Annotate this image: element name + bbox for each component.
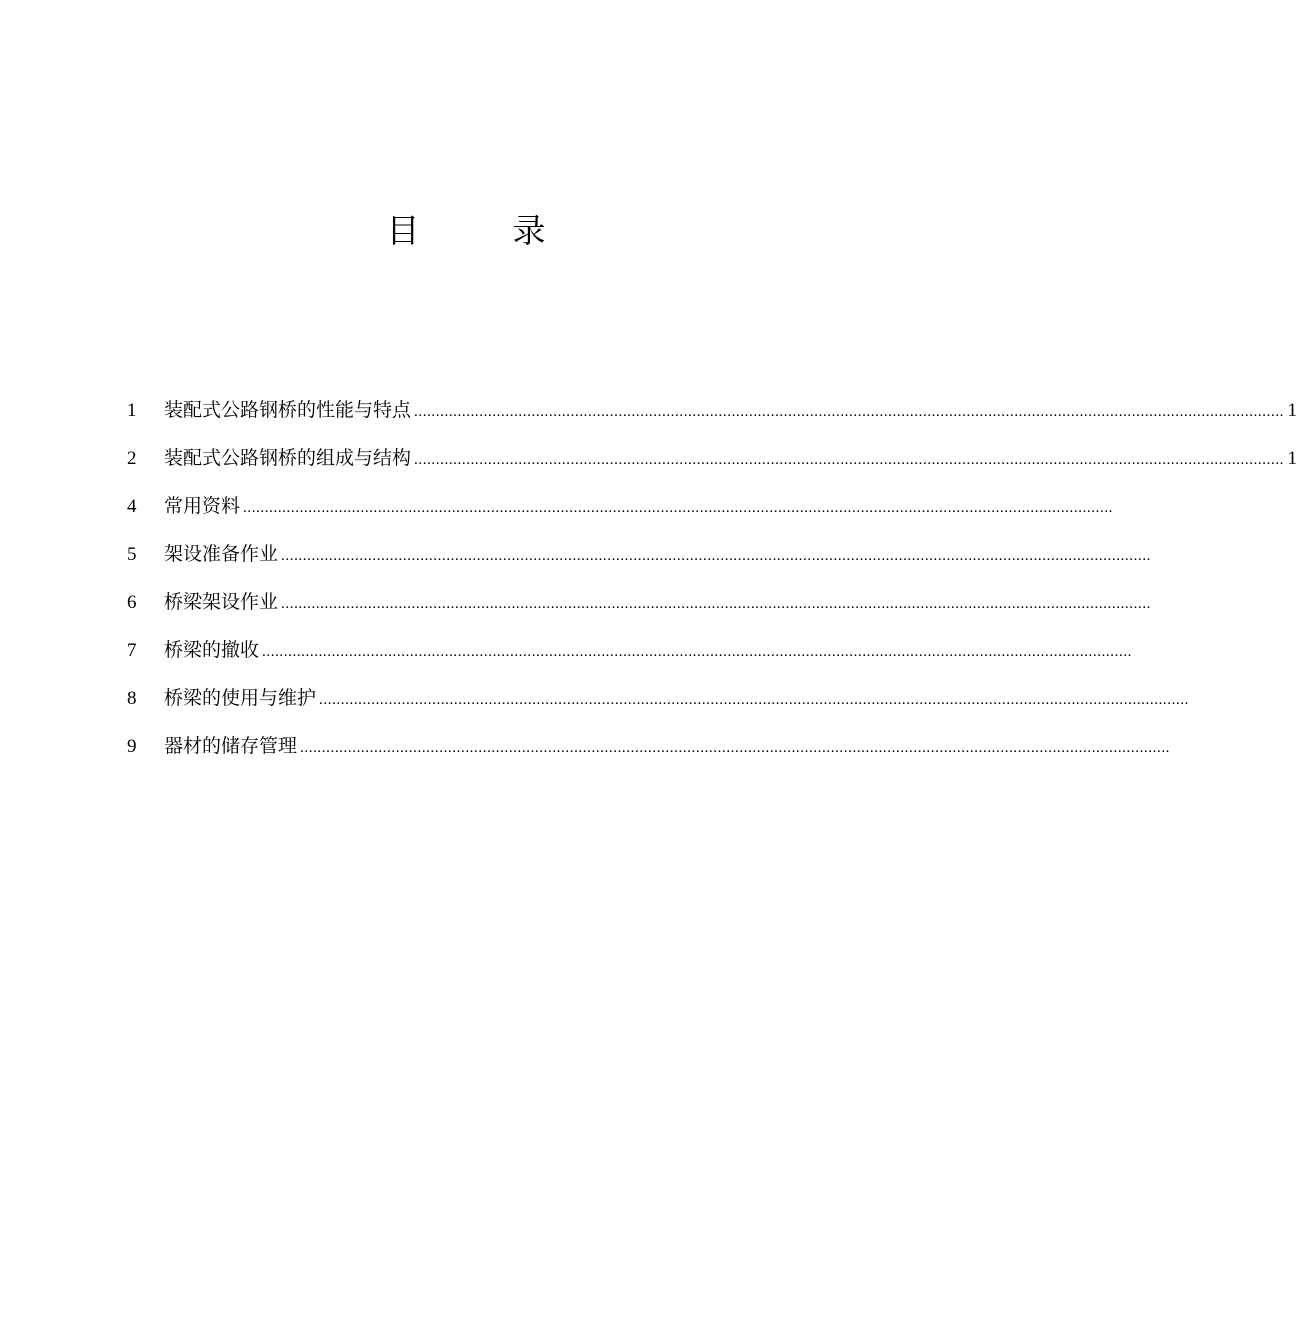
toc-entry-number: 5 — [127, 544, 137, 565]
toc-entry-number: 7 — [127, 640, 137, 661]
page-title: 目 录 — [386, 211, 576, 250]
toc-dot-leader: ........................................................................................................................................................................................................ — [319, 692, 1190, 708]
toc-entry-number: 6 — [127, 592, 137, 613]
toc-entry[interactable] — [127, 674, 1190, 722]
toc-entry-title: 常用资料 — [164, 495, 241, 517]
toc-entry-title: 架设准备作业 — [164, 543, 279, 565]
toc-dot-leader: ........................................................................................................................................................................................................ — [300, 740, 1171, 756]
toc-dot-leader: ........................................................................................................................................................................................................ — [414, 404, 1285, 420]
table-of-contents — [127, 386, 1297, 770]
toc-entry-title: 器材的储存管理 — [164, 735, 298, 757]
toc-entry[interactable] — [127, 722, 1171, 770]
toc-dot-leader: ........................................................................................................................................................................................................ — [281, 548, 1152, 564]
toc-entry[interactable] — [127, 626, 1133, 674]
toc-entry[interactable] — [127, 434, 1297, 482]
toc-entry[interactable] — [127, 530, 1152, 578]
toc-entry-number: 1 — [127, 400, 137, 421]
toc-entry-number: 4 — [127, 496, 137, 517]
toc-dot-leader: ........................................................................................................................................................................................................ — [262, 644, 1133, 660]
toc-entry[interactable] — [127, 578, 1152, 626]
toc-entry-title: 装配式公路钢桥的性能与特点 — [164, 399, 412, 421]
toc-entry-number: 2 — [127, 448, 137, 469]
toc-entry-page: 1 — [1287, 400, 1297, 421]
toc-entry-number: 8 — [127, 688, 137, 709]
toc-entry[interactable] — [127, 386, 1297, 434]
toc-dot-leader: ........................................................................................................................................................................................................ — [281, 596, 1152, 612]
toc-entry-title: 桥梁的撤收 — [164, 639, 260, 661]
toc-entry[interactable] — [127, 482, 1114, 530]
toc-entry-title: 装配式公路钢桥的组成与结构 — [164, 447, 412, 469]
toc-dot-leader: ........................................................................................................................................................................................................ — [414, 452, 1285, 468]
toc-entry-page: 1 — [1287, 448, 1297, 469]
toc-dot-leader: ........................................................................................................................................................................................................ — [243, 500, 1114, 516]
toc-entry-title: 桥梁的使用与维护 — [164, 687, 317, 709]
toc-entry-title: 桥梁架设作业 — [164, 591, 279, 613]
toc-entry-number: 9 — [127, 736, 137, 757]
